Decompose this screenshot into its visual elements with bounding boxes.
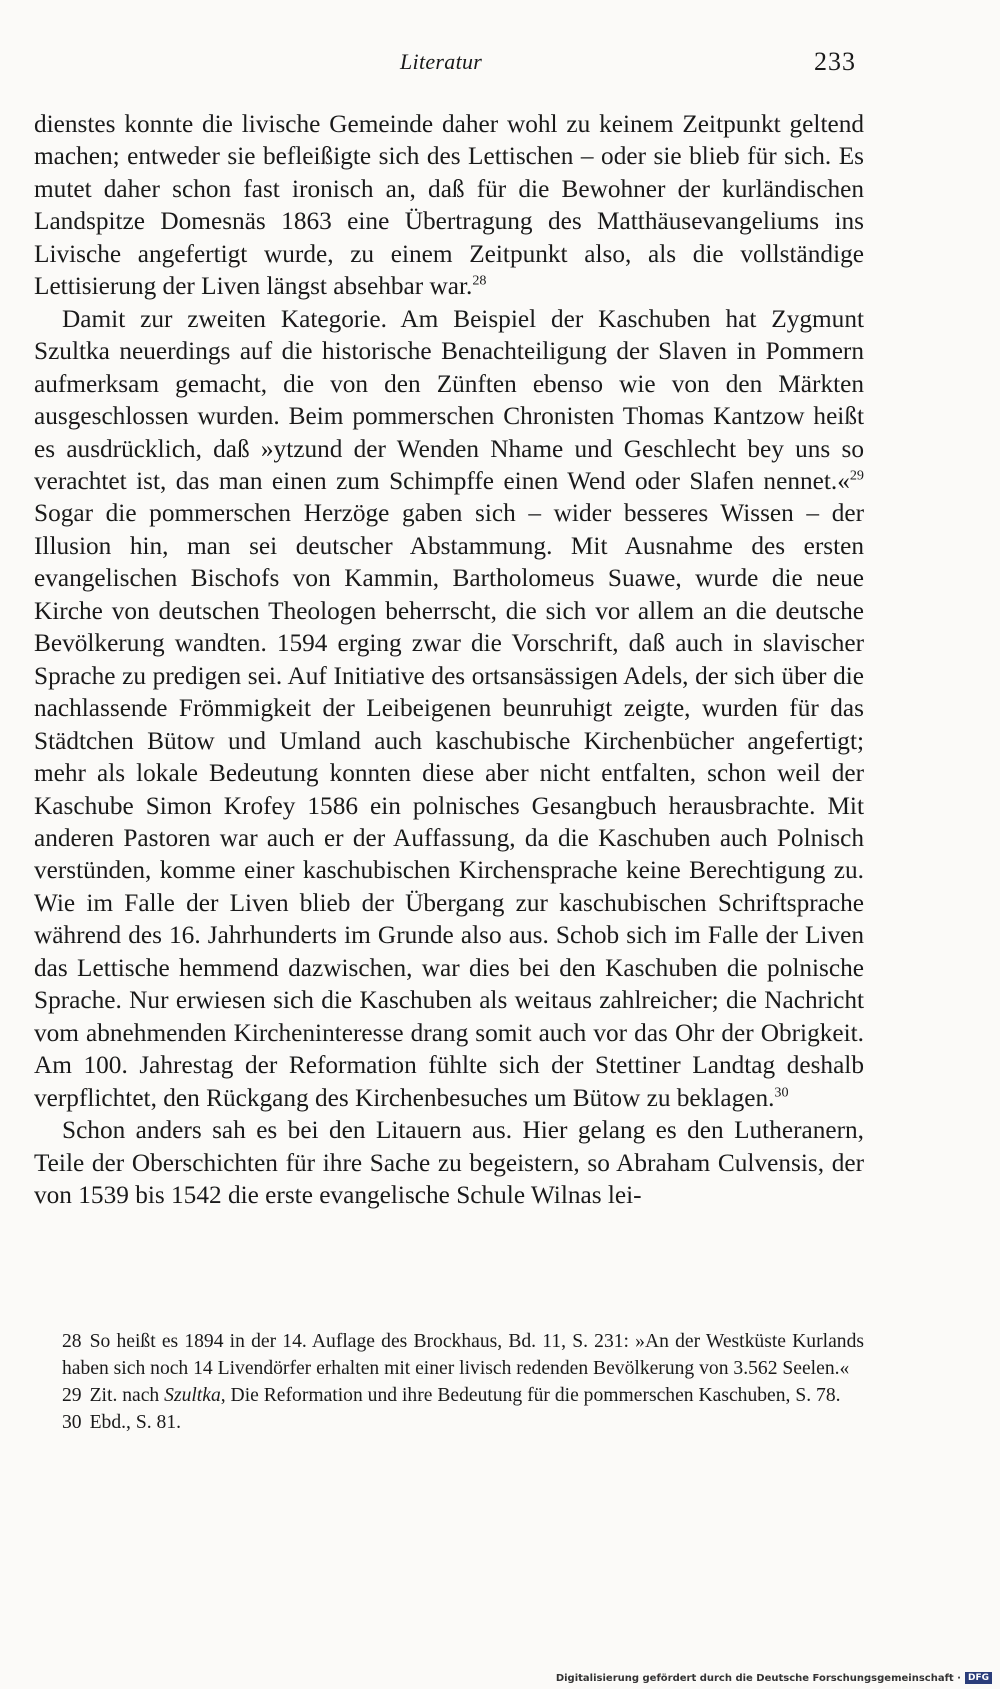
paragraph — [34, 108, 864, 303]
footnote-ref[interactable]: 28 — [472, 272, 487, 289]
footnote-ref[interactable]: 29 — [849, 467, 864, 484]
paragraph — [34, 1114, 864, 1211]
paragraph — [34, 303, 864, 1114]
footnote-ref[interactable]: 30 — [774, 1084, 789, 1101]
paragraph-text: dienstes konnte die livische Gemeinde daher wohl zu keinem Zeitpunkt geltend machen; entweder sie befleißigte sich des Lettischen – oder sie blieb für sich. Es mutet daher schon fast ironisch an, daß für die Bewohner der kurländischen Landspitze Domesnäs 1863 eine Übertragung des Matthäusevangeliums ins Livische angefertigt wurde, zu einem Zeitpunkt also, als die vollständige Lettisierung der Liven längst absehbar war. — [34, 110, 864, 301]
running-header-title: Literatur — [400, 49, 483, 74]
footnote-text: So heißt es 1894 in der 14. Auflage des Brockhaus, Bd. 11, S. 231: »An der Westküste Kurlands haben sich noch 14 Livendörfer erhalten mit einer livisch redenden Bevölkerung von 3.562 Seelen.« — [62, 1331, 864, 1379]
dfg-logo: DFG — [965, 1672, 992, 1684]
footnote-prefix: Zit. nach — [89, 1385, 165, 1406]
credit-text: Digitalisierung gefördert durch die Deutsche Forschungsgemeinschaft · — [555, 1672, 961, 1684]
paragraph-text: Damit zur zweiten Kategorie. Am Beispiel der Kaschuben hat Zygmunt Szultka neuerdings auf die historische Benachteiligung der Slaven in Pommern aufmerksam gemacht, die von den Zünften ebenso wie von den Märkten ausgeschlossen wurden. Beim pommerschen Chronisten Thomas Kantzow heißt es ausdrücklich, daß »ytzund der Wenden Nhame und Geschlecht bey uns so verachtet ist, das man einen zum Schimpffe einen Wend oder Slafen nennet.« — [34, 304, 864, 495]
paragraph-text: Schon anders sah es bei den Litauern aus. Hier gelang es den Lutheranern, Teile der Oberschichten für ihre Sache zu begeistern, so Abraham Culvensis, der von 1539 bis 1542 die erste evangelische Schule Wilnas lei- — [34, 1116, 864, 1209]
footnote-number: 28 — [62, 1331, 82, 1352]
body-text — [34, 108, 864, 1211]
footnote — [34, 1409, 864, 1436]
paragraph-text: Sogar die pommerschen Herzöge gaben sich – wider besseres Wissen – der Illusion hin, man sei deutscher Abstammung. Mit Ausnahme des ersten evangelischen Bischofs von Kammin, Bartholomeus Suawe, wurde die neue Kirche von deutschen Theologen beherrscht, die sich vor allem an die deutsche Bevölkerung wandten. 1594 erging zwar die Vorschrift, daß auch in slavischer Sprache zu predigen sei. Auf Initiative des ortsansässigen Adels, der sich über die nachlassende Frömmigkeit der Leibeigenen beunruhigt zeigte, wurden für das Städtchen Bütow und Umland auch kaschubische Kirchenbücher angefertigt; mehr als lokale Bedeutung konnten diese aber nicht entfalten, schon weil der Kaschube Simon Krofey 1586 ein polnisches Gesangbuch herausbrachte. Mit anderen Pastoren war auch er der Auffassung, da die Kaschuben auch Polnisch verstünden, komme einer kaschubischen Kirchensprache keine Berechtigung zu. Wie im Falle der Liven blieb der Übergang zur kaschubischen Schriftsprache während des 16. Jahrhunderts im Grunde also aus. Schob sich im Falle der Liven das Lettische hemmend dazwischen, war dies bei den Kaschuben die polnische Sprache. Nur erwiesen sich die Kaschuben als weitaus zahlreicher; die Nachricht vom abnehmenden Kircheninteresse drang somit auch vor das Ohr der Obrigkeit. Am 100. Jahrestag der Reformation fühlte sich der Stettiner Landtag deshalb verpflichtet, den Rückgang des Kirchenbesuches um Bütow zu beklagen. — [34, 499, 864, 1112]
footnote — [34, 1328, 864, 1382]
footnote-text: , Die Reformation und ihre Bedeutung für die pommerschen Kaschuben, S. 78. — [220, 1385, 841, 1406]
footnote-text: Ebd., S. 81. — [89, 1412, 182, 1433]
footnotes — [34, 1328, 864, 1436]
footnote-number: 29 — [62, 1385, 82, 1406]
footnote — [34, 1382, 864, 1409]
footnote-number: 30 — [62, 1412, 82, 1433]
page-number: 233 — [814, 47, 856, 76]
digitization-credit — [556, 1672, 992, 1684]
footnote-author: Szultka — [164, 1385, 221, 1406]
